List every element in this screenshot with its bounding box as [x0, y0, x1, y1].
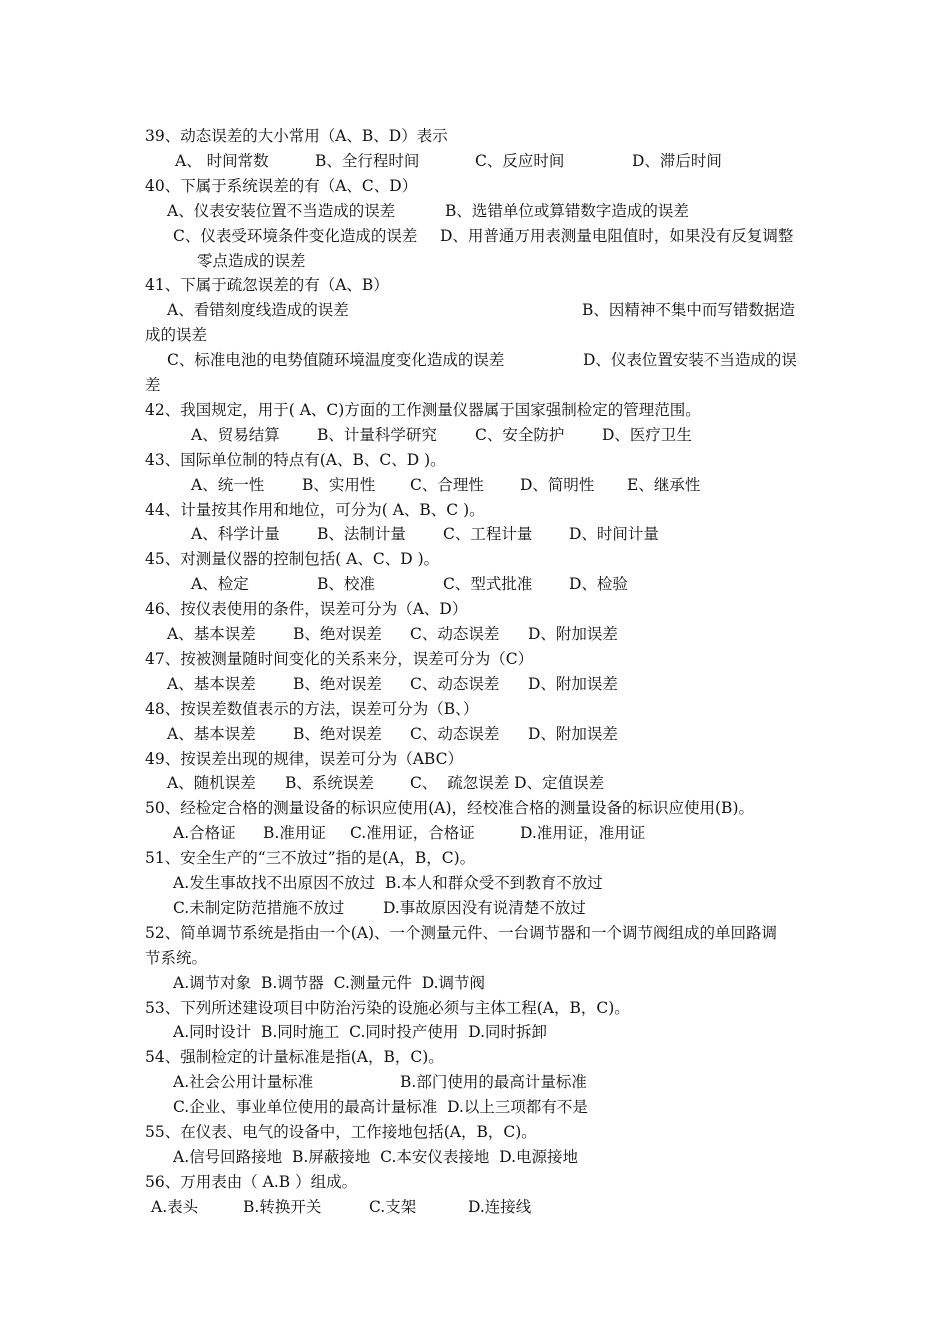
text-line: 44、计量按其作用和地位，可分为( A、B、C )。 [145, 500, 485, 519]
option-text: B、法制计量 [317, 525, 406, 544]
option-text: B.部门使用的最高计量标准 [400, 1073, 587, 1092]
option-text: A、随机误差 [167, 774, 256, 793]
text-line: 39、动态误差的大小常用（A、B、D）表示 [145, 127, 448, 145]
text-line: 41、下属于疏忽误差的有（A、B） [145, 276, 389, 295]
option-text: B、因精神不集中而写错数据造 [582, 301, 795, 320]
option-text: 零点造成的误差 [197, 251, 306, 270]
option-text: D、附加误差 [528, 674, 618, 693]
option-text: D.连接线 [468, 1197, 532, 1216]
text-line [145, 1021, 813, 1043]
option-text: C、反应时间 [475, 151, 565, 170]
text-line: 54、强制检定的计量标准是指(A，B，C)。 [145, 1048, 444, 1067]
option-text: D、用普通万用表测量电阻值时，如果没有反复调整 [440, 226, 794, 245]
text-line: 49、按误差出现的规律，误差可分为（ABC） [145, 749, 463, 768]
text-line [145, 1071, 813, 1093]
option-text: C.支架 [369, 1197, 417, 1216]
option-text: B、选错单位或算错数字造成的误差 [445, 201, 689, 220]
text-line: 50、经检定合格的测量设备的标识应使用(A)，经校准合格的测量设备的标识应使用(B)。 [145, 799, 754, 818]
option-text: C、动态误差 [410, 625, 500, 643]
option-text: C、 疏忽误差 D、定值误差 [410, 774, 605, 793]
option-text: A、仪表安装位置不当造成的误差 [167, 201, 396, 220]
text-line: 差 [145, 376, 161, 394]
option-text: C.准用证，合格证 [350, 824, 475, 843]
option-text: D.准用证，准用证 [520, 824, 646, 843]
option-text: B、计量科学研究 [317, 425, 437, 444]
option-text: D、滞后时间 [632, 151, 722, 170]
text-line: 51、安全生产的“三不放过”指的是(A，B，C)。 [145, 849, 476, 868]
option-text: B、绝对误差 [293, 724, 382, 743]
text-line: 48、按误差数值表示的方法，误差可分为（B、） [145, 699, 479, 718]
text-line [145, 299, 813, 321]
text-line: 47、按被测量随时间变化的关系来分，误差可分为（C） [145, 649, 534, 668]
option-text: D、仪表位置安装不当造成的误 [583, 351, 797, 370]
option-text: A.同时设计 B.同时施工 C.同时投产使用 D.同时拆卸 [173, 1023, 548, 1042]
option-text: A.合格证 [173, 824, 236, 843]
option-text: A.社会公用计量标准 [173, 1073, 314, 1092]
text-line [145, 424, 813, 446]
option-text: B、校准 [317, 575, 375, 594]
text-line [145, 723, 813, 745]
option-text: C、动态误差 [410, 674, 500, 693]
text-line [145, 573, 813, 595]
option-text: D、附加误差 [528, 625, 618, 643]
option-text: E、继承性 [627, 475, 701, 494]
option-text: A、检定 [191, 575, 249, 594]
text-line [145, 1096, 813, 1118]
option-text: B、绝对误差 [293, 625, 382, 643]
option-text: C、安全防护 [475, 425, 565, 444]
option-text: C、工程计量 [443, 525, 533, 544]
option-text: D.事故原因没有说清楚不放过 [383, 898, 586, 917]
text-line: 45、对测量仪器的控制包括( A、C、D )。 [145, 550, 440, 569]
option-text: C.企业、事业单位使用的最高计量标准 D.以上三项都有不是 [173, 1098, 588, 1117]
text-line: 42、我国规定，用于( A、C)方面的工作测量仪器属于国家强制检定的管理范围。 [145, 400, 701, 419]
text-line: 46、按仪表使用的条件，误差可分为（A、D） [145, 600, 468, 619]
option-text: A、贸易结算 [191, 425, 280, 444]
option-text: B、绝对误差 [293, 674, 382, 693]
text-line: 成的误差 [145, 326, 208, 345]
text-line [145, 1146, 813, 1168]
option-text: A、 时间常数 [175, 151, 269, 170]
option-text: B.准用证 [263, 824, 326, 843]
option-text: D、检验 [569, 575, 628, 594]
text-line [145, 673, 813, 695]
option-text: B、系统误差 [285, 774, 374, 793]
text-line [145, 225, 813, 247]
option-text: C、标准电池的电势值随环境温度变化造成的误差 [167, 351, 505, 370]
option-text: A.发生事故找不出原因不放过 B.本人和群众受不到教育不放过 [173, 874, 603, 892]
option-text: B、实用性 [302, 475, 376, 494]
option-text: C.未制定防范措施不放过 [173, 898, 345, 917]
text-line [145, 822, 813, 844]
text-line: 56、万用表由（ A.B ）组成。 [145, 1172, 358, 1191]
option-text: A、看错刻度线造成的误差 [167, 301, 349, 320]
option-text: A.信号回路接地 B.屏蔽接地 C.本安仪表接地 D.电源接地 [173, 1147, 579, 1166]
text-line [145, 897, 813, 919]
text-line: 节系统。 [145, 948, 208, 967]
option-text: D、时间计量 [569, 525, 659, 544]
option-text: A、基本误差 [167, 724, 256, 743]
text-line [145, 250, 813, 272]
option-text: A、基本误差 [167, 625, 256, 643]
text-line [145, 772, 813, 794]
option-text: A、科学计量 [191, 525, 280, 544]
option-text: C、合理性 [410, 475, 484, 494]
text-line [145, 623, 813, 645]
text-line: 40、下属于系统误差的有（A、C、D） [145, 176, 418, 195]
text-line: 52、简单调节系统是指由一个(A)、一个测量元件、一台调节器和一个调节阀组成的单回路调 [145, 923, 778, 942]
option-text: A.表头 [151, 1197, 199, 1216]
text-line [145, 872, 813, 894]
text-line [145, 972, 813, 994]
option-text: D、医疗卫生 [602, 425, 692, 444]
option-text: A、统一性 [191, 475, 265, 494]
option-text: D、附加误差 [528, 724, 618, 743]
option-text: D、简明性 [520, 475, 595, 494]
text-line [145, 200, 813, 222]
text-line: 43、国际单位制的特点有(A、B、C、D )。 [145, 450, 446, 469]
text-line [145, 349, 813, 371]
option-text: A、基本误差 [167, 674, 256, 693]
text-line: 55、在仪表、电气的设备中，工作接地包括(A，B，C)。 [145, 1123, 537, 1141]
text-line [145, 1196, 813, 1218]
option-text: B.转换开关 [243, 1197, 322, 1216]
text-line [145, 150, 813, 172]
option-text: B、全行程时间 [315, 151, 420, 170]
option-text: C、仪表受环境条件变化造成的误差 [173, 226, 418, 245]
option-text: A.调节对象 B.调节器 C.测量元件 D.调节阀 [173, 973, 486, 992]
text-line [145, 474, 813, 496]
option-text: C、型式批准 [443, 575, 533, 594]
option-text: C、动态误差 [410, 724, 500, 743]
text-line: 53、下列所述建设项目中防治污染的设施必须与主体工程(A，B，C)。 [145, 998, 630, 1017]
text-line [145, 523, 813, 545]
